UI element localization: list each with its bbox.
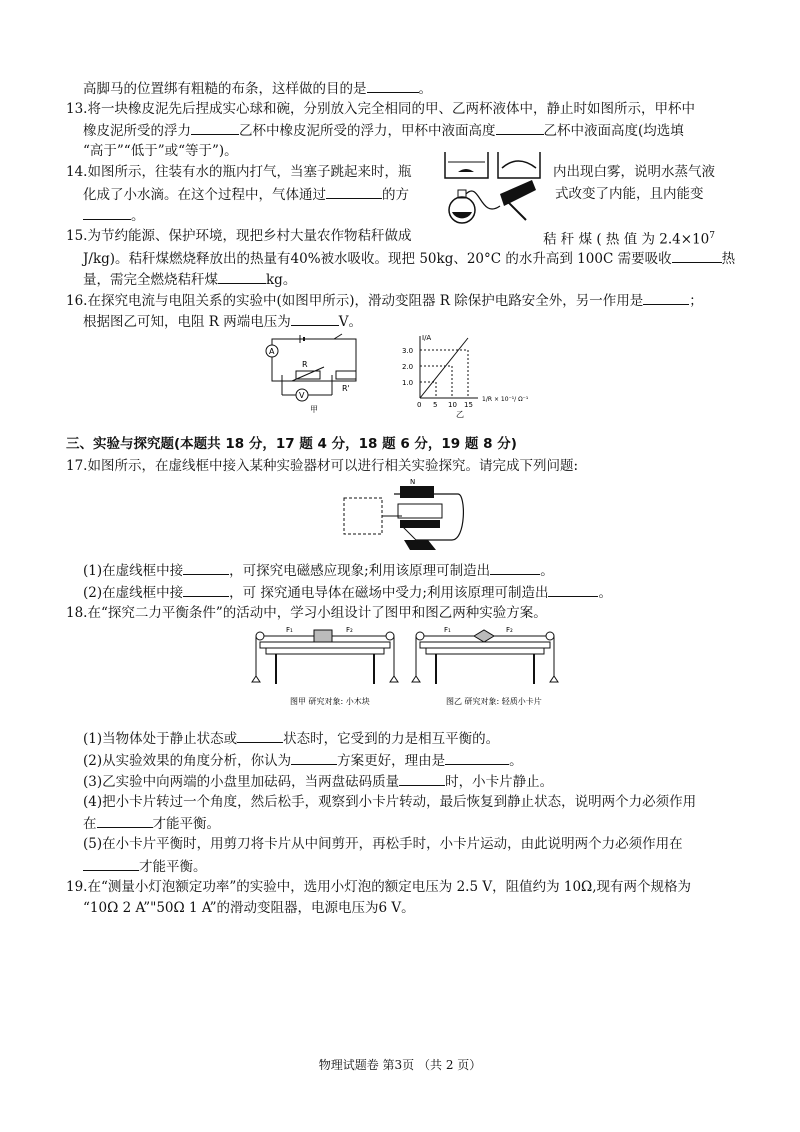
two-force-balance-figure [250,622,560,710]
q18-5-line1: (5)在小卡片平衡时，用剪刀将卡片从中间剪开，再松手时，小卡片运动，由此说明两个力必须作用在 [83,836,683,852]
caption-jia: 图甲 研究对象: 小木块 [290,697,370,706]
answer-blank[interactable] [237,728,283,743]
caption-yi: 图乙 研究对象: 轻质小卡片 [446,697,542,706]
graph-xtick: 10 [448,401,457,409]
answer-blank[interactable] [496,120,544,135]
answer-blank[interactable] [490,560,540,575]
q18-4-line2: 在 才能平衡。 [83,813,220,834]
force-label: F₁ [286,626,293,634]
q13-line2: 橡皮泥所受的浮力 乙杯中橡皮泥所受的浮力，甲杯中液面高度 乙杯中液面高度(均选填 [83,120,684,141]
current-graph [398,332,558,420]
q19-line1: 19.在“测量小灯泡额定功率”的实验中，选用小灯泡的额定电压为 2.5 V，阻值约为 10Ω,现有两个规格为 [66,879,692,895]
q18-5-line2: 才能平衡。 [83,856,207,877]
graph-xlabel: × 10⁻¹/ Ω⁻¹ [494,396,529,403]
answer-blank[interactable] [191,120,239,135]
ammeter-label: A [269,347,275,356]
answer-blank[interactable] [672,248,722,263]
q15-line1: 15.为节约能源、保护环境，现把乡村大量农作物秸秆做成 [66,228,412,244]
answer-blank[interactable] [291,750,337,765]
answer-blank[interactable] [326,184,382,199]
voltmeter-label: V [299,391,305,400]
figure-label-yi: 乙 [456,410,464,419]
answer-blank[interactable] [445,750,509,765]
q18-2-line: (2)从实验效果的角度分析，你认为 方案更好，理由是 。 [83,750,523,771]
graph-xtick: 15 [464,401,473,409]
graph-xtick: 0 [417,401,422,409]
q18-4-line1: (4)把小卡片转过一个角度，然后松手，观察到小卡片转动，最后恢复到静止状态，说明两个力必须作用 [83,794,697,810]
q18-3-line: (3)乙实验中向两端的小盘里加砝码，当两盘砝码质量 时，小卡片静止。 [83,771,553,792]
answer-blank[interactable] [83,856,139,871]
force-label: F₂ [506,626,513,634]
q16-line2: 根据图乙可知，电阻 R 两端电压为 V。 [83,311,362,332]
q15-line1-right: 秸 秆 煤 ( 热 值 为 $2.4\times 10^7$ [543,231,715,248]
graph-ylabel: I/A [422,334,432,342]
q15-line2: J/kg)。秸秆煤燃烧释放出的热量有40%被水吸收。现把 50kg、20°C 的水升高到 100C 需要吸收 热 [83,248,735,269]
electromagnet-figure [340,476,470,556]
q17-2-line: (2)在虚线框中接 ，可 探究通电导体在磁场中受力;利用该原理可制造出 。 [83,582,612,603]
graph-ytick: 3.0 [402,347,414,355]
answer-blank[interactable] [183,560,229,575]
q17-line1: 17.如图所示，在虚线框中接入某种实验器材可以进行相关实验探究。请完成下列问题: [66,458,579,474]
section-heading: 三、实验与探究题(本题共 18 分，17 题 4 分，18 题 6 分，19 题 8 分) [66,436,517,452]
q16-line1: 16.在探究电流与电阻关系的实验中(如图甲所示)，滑动变阻器 R 除保护电路安全外，另一作用是 ； [66,290,703,311]
magnet-n-label: N [410,478,416,486]
answer-blank[interactable] [83,205,131,220]
figure-label-jia: 甲 [310,405,318,414]
q14-line2-right: 式改变了内能，且内能变 [555,186,704,202]
answer-blank[interactable] [643,290,689,305]
graph-ytick: 2.0 [402,363,414,371]
q18-1-line: (1)当物体处于静止状态或 状态时，它受到的力是相互平衡的。 [83,728,499,749]
answer-blank[interactable] [97,813,153,828]
q14-line2: 化成了小水滴。在这个过程中，气体通过 的方 [83,184,409,205]
q14-line1-right: 内出现白雾，说明水蒸气液 [553,164,715,180]
force-label: F₁ [444,626,451,634]
circuit-diagram [262,333,372,415]
q18-line1: 18.在“探究二力平衡条件”的活动中，学习小组设计了图甲和图乙两种实验方案。 [66,605,547,621]
graph-xtick: 5 [433,401,438,409]
q15-line3: 量，需完全燃烧秸秆煤 kg。 [83,269,296,290]
q17-1-line: (1)在虚线框中接 ，可探究电磁感应现象;利用该原理可制造出 。 [83,560,554,581]
q14-line1: 14.如图所示，往装有水的瓶内打气，当塞子跳起来时，瓶 [66,164,412,180]
answer-blank[interactable] [548,582,598,597]
answer-blank[interactable] [291,311,339,326]
graph-ytick: 1.0 [402,379,414,387]
resistor-label: R [302,360,308,369]
force-label: F₂ [346,626,353,634]
graph-xvar: 1/R [482,396,493,403]
q19-line2: “10Ω 2 A”"50Ω 1 A”的滑动变阻器，电源电压为6 V。 [83,900,415,916]
answer-blank[interactable] [367,78,419,93]
bottle-pump-figure [440,150,550,230]
q14-line3: 。 [83,205,145,226]
q12-tail-line: 高脚马的位置绑有粗糙的布条，这样做的目的是 。 [83,78,432,99]
page-footer: 物理试题卷 第3页 （共 2 页） [318,1058,482,1072]
answer-blank[interactable] [399,771,445,786]
answer-blank[interactable] [183,582,229,597]
answer-blank[interactable] [218,269,266,284]
q13-line1: 13.将一块橡皮泥先后捏成实心球和碗，分别放入完全相同的甲、乙两杯液体中，静止时如图所示，甲杯中 [66,101,695,117]
q13-line3: “高于”“低于”或“等于”)。 [83,143,238,159]
rheostat-label: R' [342,384,350,393]
